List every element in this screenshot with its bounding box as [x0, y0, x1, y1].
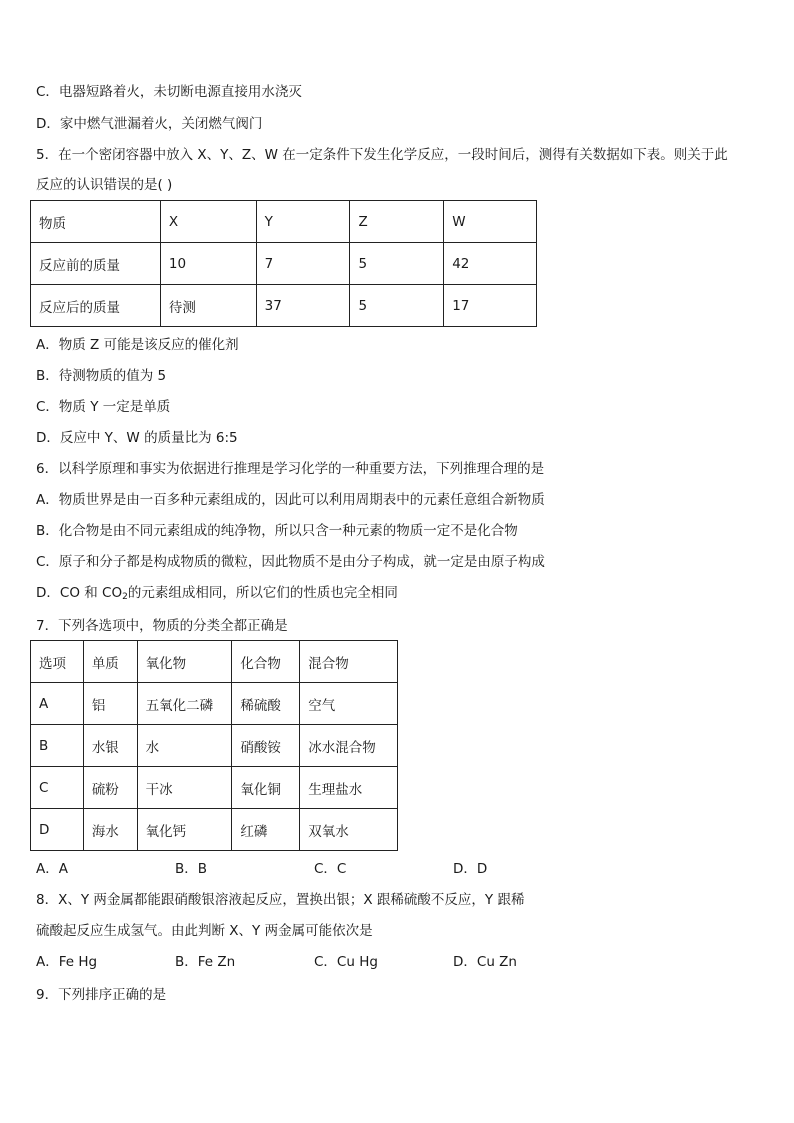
table-cell: Y — [256, 201, 350, 243]
q8-option-b: B．Fe Zn — [175, 954, 236, 970]
q5-stem-line2: 反应的认识错误的是( ) — [36, 177, 173, 193]
q8-stem-line1: 8．X、Y 两金属都能跟硝酸银溶液起反应，置换出银；X 跟稀硫酸不反应，Y 跟稀 — [36, 892, 525, 908]
q4-option-c: C．电器短路着火，未切断电源直接用水浇灭 — [36, 84, 302, 100]
q5-stem-line1: 5．在一个密闭容器中放入 X、Y、Z、W 在一定条件下发生化学反应，一段时间后，测得有关数据如下表。则关于此 — [36, 147, 728, 163]
table-cell: 氧化物 — [137, 641, 232, 683]
table-cell: W — [444, 201, 537, 243]
table-cell: 水 — [137, 725, 232, 767]
q6-stem: 6．以科学原理和事实为依据进行推理是学习化学的一种重要方法，下列推理合理的是 — [36, 461, 545, 477]
table-cell: 10 — [160, 243, 256, 285]
q8-stem-line2: 硫酸起反应生成氢气。由此判断 X、Y 两金属可能依次是 — [36, 923, 373, 939]
q6-option-c: C．原子和分子都是构成物质的微粒，因此物质不是由分子构成，就一定是由原子构成 — [36, 554, 545, 570]
table-cell: 干冰 — [137, 767, 232, 809]
q6-option-b: B．化合物是由不同元素组成的纯净物，所以只含一种元素的物质一定不是化合物 — [36, 523, 518, 539]
table-cell: 稀硫酸 — [232, 683, 300, 725]
q8-option-a: A．Fe Hg — [36, 954, 98, 970]
table-cell: 反应前的质量 — [31, 243, 161, 285]
q7-option-d: D．D — [453, 861, 488, 877]
q9-stem: 9．下列排序正确的是 — [36, 987, 167, 1003]
q6-option-d-part1: D．CO 和 CO — [36, 585, 123, 601]
table-cell: 硝酸铵 — [232, 725, 300, 767]
table-cell: 五氧化二磷 — [137, 683, 232, 725]
subscript-2: 2 — [122, 592, 128, 602]
q5-data-table — [30, 200, 537, 327]
table-cell: C — [31, 767, 84, 809]
q6-option-d — [36, 584, 398, 606]
q6-option-a: A．物质世界是由一百多种元素组成的，因此可以利用周期表中的元素任意组合新物质 — [36, 492, 545, 508]
table-row — [31, 767, 398, 809]
table-cell: 37 — [256, 285, 350, 327]
table-row — [31, 641, 398, 683]
table-cell: Z — [350, 201, 444, 243]
table-cell: 水银 — [83, 725, 137, 767]
table-cell: 氧化钙 — [137, 809, 232, 851]
table-row — [31, 285, 537, 327]
table-cell: B — [31, 725, 84, 767]
q8-option-c: C．Cu Hg — [314, 954, 378, 970]
table-cell: 生理盐水 — [300, 767, 398, 809]
table-cell: A — [31, 683, 84, 725]
table-cell: 5 — [350, 285, 444, 327]
table-cell: 待测 — [160, 285, 256, 327]
table-cell: 反应后的质量 — [31, 285, 161, 327]
table-cell: 空气 — [300, 683, 398, 725]
table-cell: X — [160, 201, 256, 243]
q7-classification-table — [30, 640, 398, 851]
table-cell: 化合物 — [232, 641, 300, 683]
table-cell: 42 — [444, 243, 537, 285]
table-cell: 17 — [444, 285, 537, 327]
q7-stem: 7．下列各选项中，物质的分类全都正确是 — [36, 618, 288, 634]
q5-option-b: B．待测物质的值为 5 — [36, 368, 167, 384]
q7-option-a: A．A — [36, 861, 68, 877]
table-row — [31, 725, 398, 767]
table-cell: 5 — [350, 243, 444, 285]
q6-option-d-part2: 的元素组成相同，所以它们的性质也完全相同 — [127, 585, 398, 601]
table-cell: 7 — [256, 243, 350, 285]
table-cell: 红磷 — [232, 809, 300, 851]
table-row — [31, 683, 398, 725]
table-cell: 单质 — [83, 641, 137, 683]
table-cell: 双氧水 — [300, 809, 398, 851]
table-cell: 铝 — [83, 683, 137, 725]
q7-option-c: C．C — [314, 861, 347, 877]
table-row — [31, 809, 398, 851]
table-cell: D — [31, 809, 84, 851]
table-cell: 物质 — [31, 201, 161, 243]
table-row — [31, 201, 537, 243]
q7-option-b: B．B — [175, 861, 208, 877]
table-cell: 氧化铜 — [232, 767, 300, 809]
q5-option-d: D．反应中 Y、W 的质量比为 6:5 — [36, 430, 238, 446]
table-cell: 海水 — [83, 809, 137, 851]
table-row — [31, 243, 537, 285]
table-cell: 硫粉 — [83, 767, 137, 809]
table-cell: 选项 — [31, 641, 84, 683]
q8-option-d: D．Cu Zn — [453, 954, 517, 970]
table-cell: 混合物 — [300, 641, 398, 683]
table-cell: 冰水混合物 — [300, 725, 398, 767]
q4-option-d: D．家中燃气泄漏着火，关闭燃气阀门 — [36, 116, 263, 132]
q5-option-c: C．物质 Y 一定是单质 — [36, 399, 171, 415]
q5-option-a: A．物质 Z 可能是该反应的催化剂 — [36, 337, 239, 353]
